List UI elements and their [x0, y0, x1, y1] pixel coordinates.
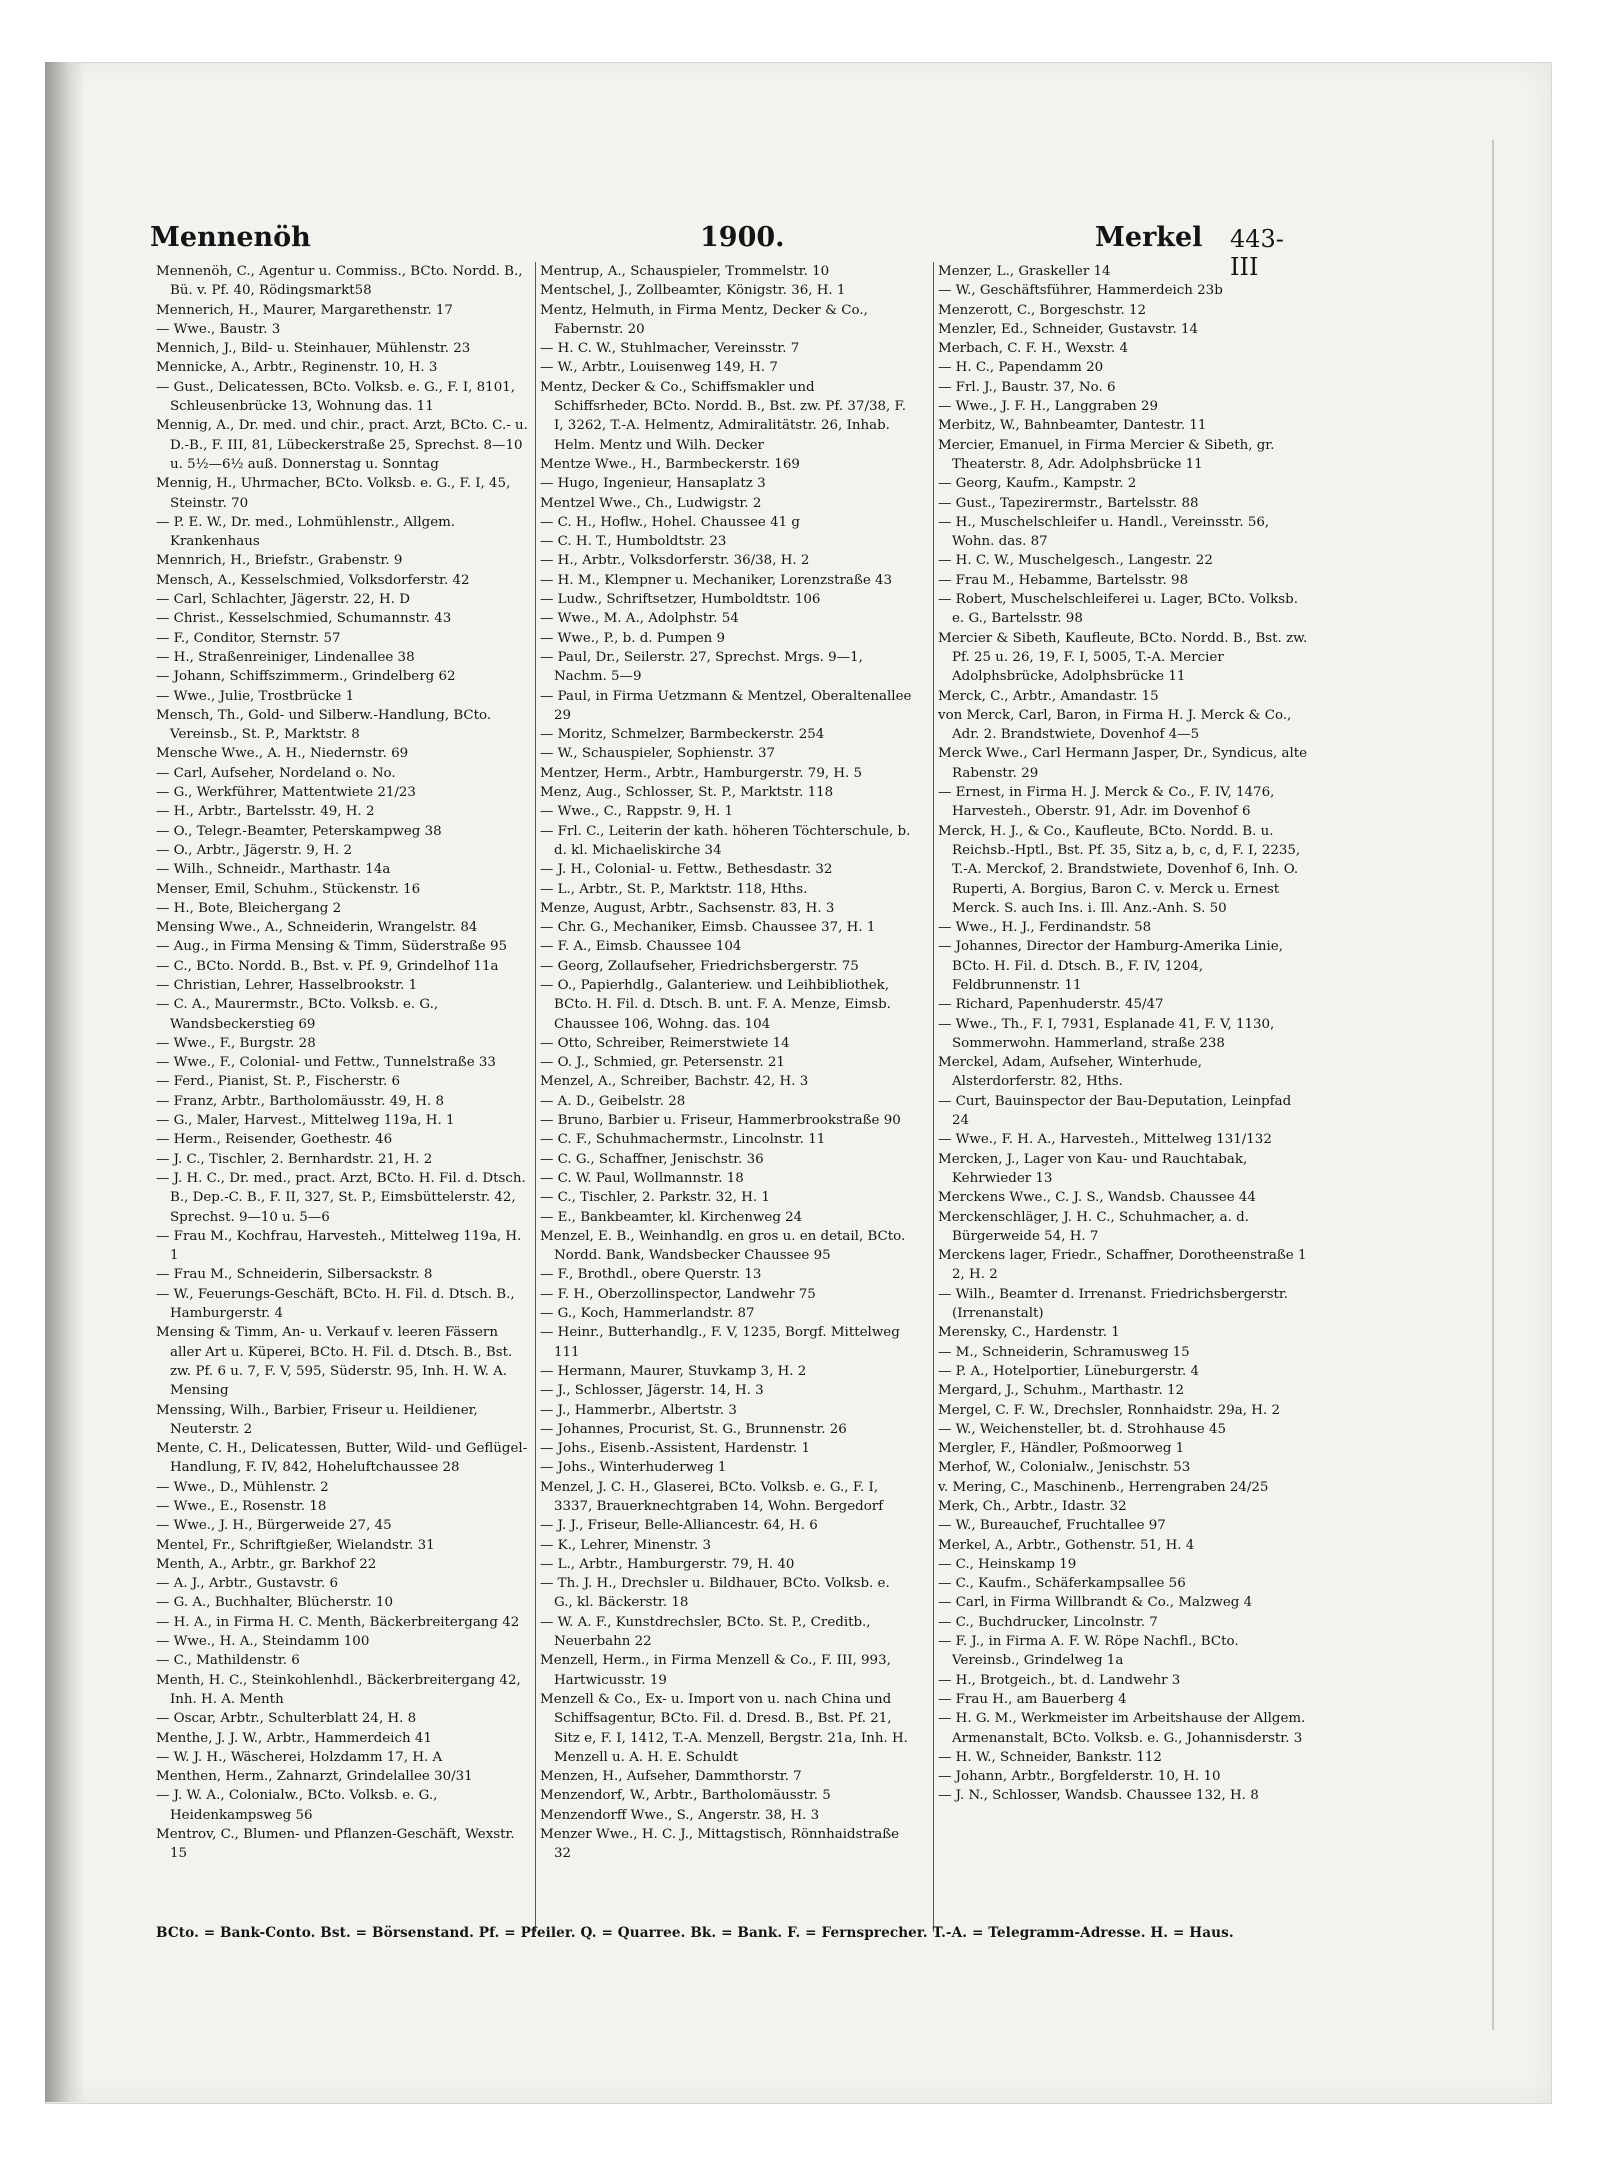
directory-entry: — O., Telegr.-Beamter, Peterskampweg 38 — [156, 823, 442, 839]
directory-entry: — O., Papierhdlg., Galanteriew. und Leihbibliothek, BCto. H. Fil. d. Dtsch. B. unt. F. A. Menze, Eimsb. Chaussee 106, Wohng. das. 104 — [540, 977, 891, 1032]
directory-entry: Mercier, Emanuel, in Firma Mercier & Sibeth, gr. Theaterstr. 8, Adr. Adolphsbrücke 11 — [938, 437, 1275, 472]
directory-entry: — E., Bankbeamter, kl. Kirchenweg 24 — [540, 1209, 803, 1225]
directory-entry: — Frau M., Hebamme, Bartelsstr. 98 — [938, 572, 1189, 588]
directory-entry: — A. D., Geibelstr. 28 — [540, 1093, 686, 1109]
directory-entry: Menzell & Co., Ex- u. Import von u. nach China und Schiffsagentur, BCto. Fil. d. Dresd. B., Bst. Pf. 21, Sitz e, F. I, 1412, T.-A. Menzell, Bergstr. 21a, Inh. H. Menzell u. A. H. E. Schuldt — [540, 1691, 908, 1765]
directory-entry: — Frau M., Kochfrau, Harvesteh., Mittelweg 119a, H. 1 — [156, 1228, 522, 1264]
directory-entry: — K., Lehrer, Minenstr. 3 — [540, 1537, 712, 1553]
directory-entry: v. Mering, C., Maschinenb., Herrengraben 24/25 — [938, 1479, 1269, 1495]
directory-entry: Mensing Wwe., A., Schneiderin, Wrangelstr. 84 — [156, 920, 478, 936]
directory-entry: — J. H., Colonial- u. Fettw., Bethesdastr. 32 — [540, 862, 833, 878]
directory-entry: — H., Bote, Bleichergang 2 — [156, 900, 342, 916]
directory-entry: — H. C. W., Stuhlmacher, Vereinsstr. 7 — [540, 341, 800, 357]
directory-entry: — J. W. A., Colonialw., BCto. Volksb. e. G., Heidenkampsweg 56 — [156, 1788, 438, 1823]
directory-entry: — Frau H., am Bauerberg 4 — [938, 1691, 1127, 1707]
directory-entry: — Gust., Delicatessen, BCto. Volksb. e. G., F. I, 8101, Schleusenbrücke 13, Wohnung das. 11 — [156, 379, 516, 415]
abbreviation-legend: BCto. = Bank-Conto. Bst. = Börsenstand. Pf. = Pfeiler. Q. = Quarree. Bk. = Bank. F. = Fernsprecher. T.-A. = Telegramm-Adresse. H. = Haus. — [156, 1925, 1234, 1941]
directory-entry: Mennrich, H., Briefstr., Grabenstr. 9 — [156, 553, 403, 569]
directory-entry: — Frau M., Schneiderin, Silbersackstr. 8 — [156, 1267, 433, 1283]
directory-entry: — F. H., Oberzollinspector, Landwehr 75 — [540, 1286, 816, 1302]
directory-entry: — Th. J. H., Drechsler u. Bildhauer, BCto. Volksb. e. G., kl. Bäckerstr. 18 — [540, 1576, 890, 1611]
directory-entry: Mennerich, H., Maurer, Margarethenstr. 17 — [156, 302, 453, 318]
directory-entry: Menssing, Wilh., Barbier, Friseur u. Heildiener, Neuterstr. 2 — [156, 1402, 478, 1437]
directory-entry: Merckel, Adam, Aufseher, Winterhude, Alsterdorferstr. 82, Hths. — [938, 1055, 1202, 1090]
directory-entry: — Wwe., C., Rappstr. 9, H. 1 — [540, 804, 734, 820]
directory-entry: — Wwe., Th., F. I, 7931, Esplanade 41, F. V, 1130, Sommerwohn. Hammerland, straße 238 — [938, 1016, 1275, 1051]
directory-entry: Menzer, L., Graskeller 14 — [938, 264, 1111, 279]
directory-entry: — Wilh., Schneidr., Marthastr. 14a — [156, 862, 391, 878]
directory-entry: Menzen, H., Aufseher, Dammthorstr. 7 — [540, 1769, 802, 1785]
directory-entry: — W., Arbtr., Louisenweg 149, H. 7 — [540, 360, 778, 376]
directory-entry: — Heinr., Butterhandlg., F. V, 1235, Borgf. Mittelweg 111 — [540, 1325, 900, 1360]
directory-entry: Mentzel Wwe., Ch., Ludwigstr. 2 — [540, 495, 762, 511]
directory-entry: Merck, C., Arbtr., Amandastr. 15 — [938, 688, 1159, 704]
header-first-entry: Mennenöh — [150, 222, 311, 253]
directory-entry: Mensche Wwe., A. H., Niedernstr. 69 — [156, 746, 409, 762]
directory-entry: — Gust., Tapezirermstr., Bartelsstr. 88 — [938, 495, 1199, 511]
directory-entry: — J., Schlosser, Jägerstr. 14, H. 3 — [540, 1383, 764, 1399]
directory-entry: Mergler, F., Händler, Poßmoorweg 1 — [938, 1441, 1185, 1457]
directory-entry: Menth, A., Arbtr., gr. Barkhof 22 — [156, 1556, 377, 1572]
header-year: 1900. — [700, 222, 785, 253]
directory-entry: — H. A., in Firma H. C. Menth, Bäckerbreitergang 42 — [156, 1614, 520, 1630]
directory-entry: — Wwe., Julie, Trostbrücke 1 — [156, 688, 355, 704]
directory-entry: — Aug., in Firma Mensing & Timm, Süderstraße 95 — [156, 939, 508, 955]
directory-entry: — W. J. H., Wäscherei, Holzdamm 17, H. A — [156, 1749, 443, 1765]
directory-entry: — Christ., Kesselschmied, Schumannstr. 43 — [156, 611, 452, 627]
header-last-entry: Merkel — [1095, 222, 1203, 253]
directory-entry: Menzerott, C., Borgeschstr. 12 — [938, 302, 1147, 318]
directory-entry: Mentel, Fr., Schriftgießer, Wielandstr. 31 — [156, 1537, 435, 1553]
directory-entry: — C. F., Schuhmachermstr., Lincolnstr. 11 — [540, 1132, 826, 1148]
page-edge-line — [1492, 140, 1494, 2030]
directory-entry: Merkel, A., Arbtr., Gothenstr. 51, H. 4 — [938, 1537, 1195, 1553]
directory-entry: — Frl. J., Baustr. 37, No. 6 — [938, 379, 1116, 395]
directory-entry: — G., Koch, Hammerlandstr. 87 — [540, 1306, 755, 1322]
directory-entry: Merckens lager, Friedr., Schaffner, Dorotheenstraße 1 2, H. 2 — [938, 1248, 1307, 1283]
column-divider — [535, 262, 536, 1932]
page-number: 443-III — [1230, 225, 1284, 281]
directory-entry: Menzendorf, W., Arbtr., Bartholomäusstr. 5 — [540, 1788, 831, 1804]
directory-entry: — F. A., Eimsb. Chaussee 104 — [540, 939, 742, 955]
directory-entry: Mentrov, C., Blumen- und Pflanzen-Geschäft, Wexstr. 15 — [156, 1827, 515, 1862]
directory-entry: — J., Hammerbr., Albertstr. 3 — [540, 1402, 737, 1418]
directory-entry: Merck Wwe., Carl Hermann Jasper, Dr., Syndicus, alte Rabenstr. 29 — [938, 746, 1308, 781]
directory-entry: — W., Weichensteller, bt. d. Strohhause 45 — [938, 1421, 1227, 1437]
directory-entry: Merckenschläger, J. H. C., Schuhmacher, a. d. Bürgerweide 54, H. 7 — [938, 1209, 1250, 1244]
directory-entry: — Johann, Arbtr., Borgfelderstr. 10, H. 10 — [938, 1769, 1221, 1785]
directory-entry: — Wwe., J. H., Bürgerweide 27, 45 — [156, 1518, 392, 1534]
directory-entry: — C. W. Paul, Wollmannstr. 18 — [540, 1170, 744, 1186]
directory-entry: — Frl. C., Leiterin der kath. höheren Töchterschule, b. d. kl. Michaeliskirche 34 — [540, 823, 911, 858]
directory-entry: Mentschel, J., Zollbeamter, Königstr. 36, H. 1 — [540, 283, 846, 299]
directory-entry: — C. H. T., Humboldtstr. 23 — [540, 534, 727, 550]
directory-entry: — C., Tischler, 2. Parkstr. 32, H. 1 — [540, 1190, 770, 1206]
directory-entry: — H., Arbtr., Volksdorferstr. 36/38, H. 2 — [540, 553, 810, 569]
directory-entry: Menzel, A., Schreiber, Bachstr. 42, H. 3 — [540, 1074, 809, 1090]
directory-entry: — Wwe., P., b. d. Pumpen 9 — [540, 630, 726, 646]
directory-entry: — Robert, Muschelschleiferei u. Lager, BCto. Volksb. e. G., Bartelsstr. 98 — [938, 592, 1298, 627]
directory-entry: — Georg, Kaufm., Kampstr. 2 — [938, 476, 1137, 492]
directory-entry: — Herm., Reisender, Goethestr. 46 — [156, 1132, 393, 1148]
directory-entry: — G., Werkführer, Mattentwiete 21/23 — [156, 785, 416, 801]
directory-entry: Mentz, Decker & Co., Schiffsmakler und Schiffsrheder, BCto. Nordd. B., Bst. zw. Pf. 37/38, F. I, 3262, T.-A. Helmentz, Admiralitätstr. 26, Inhab. Helm. Mentz und Wilh. Decker — [540, 379, 906, 453]
directory-entry: Mergel, C. F. W., Drechsler, Ronnhaidstr. 29a, H. 2 — [938, 1402, 1281, 1418]
directory-entry: Menser, Emil, Schuhm., Stückenstr. 16 — [156, 881, 421, 897]
directory-entry: Mentze Wwe., H., Barmbeckerstr. 169 — [540, 456, 800, 472]
directory-entry: — Wwe., M. A., Adolphstr. 54 — [540, 611, 739, 627]
directory-entry: Merensky, C., Hardenstr. 1 — [938, 1325, 1120, 1341]
directory-entry: Menze, August, Arbtr., Sachsenstr. 83, H. 3 — [540, 900, 835, 916]
directory-entry: — P. E. W., Dr. med., Lohmühlenstr., Allgem. Krankenhaus — [156, 514, 456, 550]
directory-entry: — W., Feuerungs-Geschäft, BCto. H. Fil. d. Dtsch. B., Hamburgerstr. 4 — [156, 1286, 515, 1322]
directory-entry: Mennicke, A., Arbtr., Reginenstr. 10, H. 3 — [156, 360, 438, 376]
directory-entry: — H. C., Papendamm 20 — [938, 360, 1104, 376]
directory-entry: — C. A., Maurermstr., BCto. Volksb. e. G., Wandsbeckerstieg 69 — [156, 997, 439, 1032]
directory-entry: — Hugo, Ingenieur, Hansaplatz 3 — [540, 476, 766, 492]
column-divider — [933, 262, 934, 1932]
directory-entry: Menthen, Herm., Zahnarzt, Grindelallee 30/31 — [156, 1769, 473, 1785]
directory-entry: Menzell, Herm., in Firma Menzell & Co., F. III, 993, Hartwicusstr. 19 — [540, 1653, 891, 1688]
directory-entry: — G., Maler, Harvest., Mittelweg 119a, H. 1 — [156, 1113, 455, 1129]
directory-entry: — Hermann, Maurer, Stuvkamp 3, H. 2 — [540, 1363, 807, 1379]
directory-entry: — C., BCto. Nordd. B., Bst. v. Pf. 9, Grindelhof 11a — [156, 958, 499, 974]
directory-entry: — Johannes, Director der Hamburg-Amerika Linie, BCto. H. Fil. d. Dtsch. B., F. IV, 1204, Feldbrunnenstr. 11 — [938, 939, 1283, 993]
directory-entry: — W. A. F., Kunstdrechsler, BCto. St. P., Creditb., Neuerbahn 22 — [540, 1614, 871, 1650]
directory-entry: — J. C., Tischler, 2. Bernhardstr. 21, H. 2 — [156, 1151, 433, 1167]
directory-entry: — Carl, Schlachter, Jägerstr. 22, H. D — [156, 592, 410, 608]
directory-entry: Mennig, A., Dr. med. und chir., pract. Arzt, BCto. C.- u. D.-B., F. III, 81, Lübeckerstraße 25, Sprechst. 8—10 u. 5½—6½ auß. Donnerstag u. Sonntag — [156, 418, 528, 472]
directory-entry: — Wilh., Beamter d. Irrenanst. Friedrichsbergerstr. (Irrenanstalt) — [938, 1286, 1289, 1322]
directory-entry: — H. W., Schneider, Bankstr. 112 — [938, 1749, 1162, 1765]
directory-entry: — Johs., Eisenb.-Assistent, Hardenstr. 1 — [540, 1441, 810, 1457]
directory-entry: Mergard, J., Schuhm., Marthastr. 12 — [938, 1383, 1185, 1399]
directory-column-2 — [540, 262, 912, 1864]
directory-entry: — Richard, Papenhuderstr. 45/47 — [938, 997, 1164, 1013]
directory-entry: Merck, H. J., & Co., Kaufleute, BCto. Nordd. B. u. Reichsb.-Hptl., Bst. Pf. 35, Sitz a, b, c, d, F. I, 2235, T.-A. Merckof, 2. Brandstwiete, Dovenhof 6, Inh. O. Ruperti, A. Borgius, Baron C. v. Merck u. Ernest Merck. S. auch Ins. i. Ill. Anz.-Anh. S. 50 — [938, 823, 1301, 916]
directory-entry: — Wwe., J. F. H., Langgraben 29 — [938, 399, 1159, 415]
directory-entry: — J. N., Schlosser, Wandsb. Chaussee 132, H. 8 — [938, 1788, 1259, 1804]
directory-entry: Merckens Wwe., C. J. S., Wandsb. Chaussee 44 — [938, 1190, 1256, 1206]
directory-entry: — Oscar, Arbtr., Schulterblatt 24, H. 8 — [156, 1711, 417, 1727]
directory-entry: Merbach, C. F. H., Wexstr. 4 — [938, 341, 1129, 357]
directory-entry: Mensing & Timm, An- u. Verkauf v. leeren Fässern aller Art u. Küperei, BCto. H. Fil. d. Dtsch. B., Bst. zw. Pf. 6 u. 7, F. V, 595, Süderstr. 95, Inh. H. W. A. Mensing — [156, 1325, 513, 1399]
directory-entry: — Wwe., H. A., Steindamm 100 — [156, 1634, 370, 1650]
directory-entry: — H. G. M., Werkmeister im Arbeitshause der Allgem. Armenanstalt, BCto. Volksb. e. G., Johannisderstr. 3 — [938, 1711, 1306, 1746]
directory-entry: Menzer Wwe., H. C. J., Mittagstisch, Rönnhaidstraße 32 — [540, 1827, 900, 1862]
directory-entry: — W., Geschäftsführer, Hammerdeich 23b — [938, 283, 1223, 299]
directory-entry: Mennig, H., Uhrmacher, BCto. Volksb. e. G., F. I, 45, Steinstr. 70 — [156, 476, 511, 511]
directory-entry: — Georg, Zollaufseher, Friedrichsbergerstr. 75 — [540, 958, 859, 974]
directory-entry: — Bruno, Barbier u. Friseur, Hammerbrookstraße 90 — [540, 1113, 901, 1129]
directory-entry: — F. J., in Firma A. F. W. Röpe Nachfl., BCto. Vereinsb., Grindelweg 1a — [938, 1634, 1239, 1669]
directory-entry: — Johs., Winterhuderweg 1 — [540, 1460, 727, 1476]
directory-entry: — F., Brothdl., obere Querstr. 13 — [540, 1267, 762, 1283]
directory-entry: — Paul, Dr., Seilerstr. 27, Sprechst. Mrgs. 9—1, Nachm. 5—9 — [540, 649, 863, 685]
directory-entry: — L., Arbtr., St. P., Marktstr. 118, Hths. — [540, 881, 808, 897]
directory-entry: — M., Schneiderin, Schramusweg 15 — [938, 1344, 1190, 1360]
directory-entry: — Johann, Schiffszimmerm., Grindelberg 62 — [156, 669, 456, 685]
directory-entry: Menth, H. C., Steinkohlenhdl., Bäckerbreitergang 42, Inh. H. A. Menth — [156, 1672, 521, 1707]
directory-entry: — O. J., Schmied, gr. Petersenstr. 21 — [540, 1055, 785, 1071]
directory-entry: Mennenöh, C., Agentur u. Commiss., BCto. Nordd. B., Bü. v. Pf. 40, Rödingsmarkt58 — [156, 264, 523, 299]
directory-entry: — Moritz, Schmelzer, Barmbeckerstr. 254 — [540, 727, 825, 743]
directory-entry: — Wwe., E., Rosenstr. 18 — [156, 1499, 327, 1514]
directory-entry: Mensch, Th., Gold- und Silberw.-Handlung, BCto. Vereinsb., St. P., Marktstr. 8 — [156, 707, 492, 743]
directory-entry: — Johannes, Procurist, St. G., Brunnenstr. 26 — [540, 1421, 847, 1437]
directory-entry: — Wwe., F., Colonial- und Fettw., Tunnelstraße 33 — [156, 1055, 496, 1071]
directory-entry: Menthe, J. J. W., Arbtr., Hammerdeich 41 — [156, 1730, 432, 1746]
directory-entry: — G. A., Buchhalter, Blücherstr. 10 — [156, 1595, 393, 1611]
directory-entry: — C., Heinskamp 19 — [938, 1556, 1077, 1572]
directory-entry: — Wwe., F. H. A., Harvesteh., Mittelweg 131/132 — [938, 1132, 1272, 1148]
directory-entry: Merk, Ch., Arbtr., Idastr. 32 — [938, 1499, 1127, 1514]
directory-entry: Mercken, J., Lager von Kau- und Rauchtabak, Kehrwieder 13 — [938, 1151, 1248, 1186]
directory-entry: — Carl, Aufseher, Nordeland o. No. — [156, 765, 396, 781]
directory-entry: — C. H., Hoflw., Hohel. Chaussee 41 g — [540, 514, 800, 530]
directory-entry: — Franz, Arbtr., Bartholomäusstr. 49, H. 8 — [156, 1093, 445, 1109]
directory-entry: Merhof, W., Colonialw., Jenischstr. 53 — [938, 1460, 1191, 1476]
directory-entry: — Ernest, in Firma H. J. Merck & Co., F. IV, 1476, Harvesteh., Oberstr. 91, Adr. im Dovenhof 6 — [938, 785, 1275, 820]
directory-entry: Menz, Aug., Schlosser, St. P., Marktstr. 118 — [540, 785, 834, 801]
directory-entry: — Ferd., Pianist, St. P., Fischerstr. 6 — [156, 1074, 401, 1090]
directory-column-3 — [938, 262, 1310, 1806]
directory-entry: Menzel, E. B., Weinhandlg. en gros u. en detail, BCto. Nordd. Bank, Wandsbecker Chaussee 95 — [540, 1228, 906, 1264]
directory-entry: — F., Conditor, Sternstr. 57 — [156, 630, 341, 646]
directory-entry: Menzel, J. C. H., Glaserei, BCto. Volksb. e. G., F. I, 3337, Brauerknechtgraben 14, Wohn. Bergedorf — [540, 1479, 884, 1514]
directory-entry: — Wwe., H. J., Ferdinandstr. 58 — [938, 920, 1152, 936]
directory-entry: — Paul, in Firma Uetzmann & Mentzel, Oberaltenallee 29 — [540, 688, 912, 723]
directory-entry: Mercier & Sibeth, Kaufleute, BCto. Nordd. B., Bst. zw. Pf. 25 u. 26, 19, F. I, 5005, T.-A. Mercier Adolphsbrücke, Adolphsbrücke 11 — [938, 630, 1308, 685]
directory-entry: — H., Muschelschleifer u. Handl., Vereinsstr. 56, Wohn. das. 87 — [938, 514, 1270, 550]
directory-entry: — H. C. W., Muschelgesch., Langestr. 22 — [938, 553, 1213, 569]
directory-entry: Mentz, Helmuth, in Firma Mentz, Decker & Co., Fabernstr. 20 — [540, 302, 868, 337]
binding-gutter-shadow — [45, 62, 85, 2102]
directory-entry: — C., Buchdrucker, Lincolnstr. 7 — [938, 1614, 1158, 1630]
directory-entry: Mentrup, A., Schauspieler, Trommelstr. 10 — [540, 264, 830, 279]
directory-entry: — H., Straßenreiniger, Lindenallee 38 — [156, 649, 415, 665]
directory-entry: — L., Arbtr., Hamburgerstr. 79, H. 40 — [540, 1556, 795, 1572]
directory-entry: — Chr. G., Mechaniker, Eimsb. Chaussee 37, H. 1 — [540, 920, 876, 936]
directory-entry: — H., Brotgeich., bt. d. Landwehr 3 — [938, 1672, 1181, 1688]
directory-entry: Mennich, J., Bild- u. Steinhauer, Mühlenstr. 23 — [156, 341, 471, 357]
directory-entry: — J. J., Friseur, Belle-Alliancestr. 64, H. 6 — [540, 1518, 818, 1534]
directory-entry: — Otto, Schreiber, Reimerstwiete 14 — [540, 1035, 790, 1051]
directory-entry: — Christian, Lehrer, Hasselbrookstr. 1 — [156, 977, 418, 993]
directory-entry: von Merck, Carl, Baron, in Firma H. J. Merck & Co., Adr. 2. Brandstwiete, Dovenhof 4—5 — [938, 707, 1292, 743]
directory-entry: — Wwe., F., Burgstr. 28 — [156, 1035, 316, 1051]
directory-entry: — Curt, Bauinspector der Bau-Deputation, Leinpfad 24 — [938, 1093, 1292, 1129]
directory-entry: — Carl, in Firma Willbrandt & Co., Malzweg 4 — [938, 1595, 1253, 1611]
directory-entry: — Wwe., Baustr. 3 — [156, 321, 281, 337]
directory-entry: — H. M., Klempner u. Mechaniker, Lorenzstraße 43 — [540, 572, 893, 588]
directory-entry: — O., Arbtr., Jägerstr. 9, H. 2 — [156, 842, 353, 858]
directory-entry: — W., Bureauchef, Fruchtallee 97 — [938, 1518, 1166, 1534]
directory-entry: — C. G., Schaffner, Jenischstr. 36 — [540, 1151, 764, 1167]
directory-entry: — P. A., Hotelportier, Lüneburgerstr. 4 — [938, 1363, 1200, 1379]
directory-entry: — C., Mathildenstr. 6 — [156, 1653, 300, 1669]
directory-entry: — A. J., Arbtr., Gustavstr. 6 — [156, 1576, 338, 1592]
directory-entry: — Ludw., Schriftsetzer, Humboldtstr. 106 — [540, 592, 821, 608]
directory-entry: — H., Arbtr., Bartelsstr. 49, H. 2 — [156, 804, 375, 820]
directory-entry: — J. H. C., Dr. med., pract. Arzt, BCto. H. Fil. d. Dtsch. B., Dep.-C. B., F. II, 327, St. P., Eimsbüttelerstr. 42, Sprechst. 9—10 u. 5—6 — [156, 1170, 526, 1225]
directory-entry: Merbitz, W., Bahnbeamter, Dantestr. 11 — [938, 418, 1207, 434]
directory-entry: — C., Kaufm., Schäferkampsallee 56 — [938, 1576, 1186, 1592]
directory-entry: Mente, C. H., Delicatessen, Butter, Wild- und Geflügel-Handlung, F. IV, 842, Hoheluftchaussee 28 — [156, 1441, 528, 1476]
directory-column-1 — [156, 262, 528, 1864]
directory-entry: Mentzer, Herm., Arbtr., Hamburgerstr. 79, H. 5 — [540, 765, 863, 781]
directory-entry: Mensch, A., Kesselschmied, Volksdorferstr. 42 — [156, 572, 470, 588]
directory-entry: — Wwe., D., Mühlenstr. 2 — [156, 1479, 329, 1495]
directory-entry: — W., Schauspieler, Sophienstr. 37 — [540, 746, 776, 762]
directory-entry: Menzendorff Wwe., S., Angerstr. 38, H. 3 — [540, 1807, 820, 1823]
directory-entry: Menzler, Ed., Schneider, Gustavstr. 14 — [938, 321, 1199, 337]
